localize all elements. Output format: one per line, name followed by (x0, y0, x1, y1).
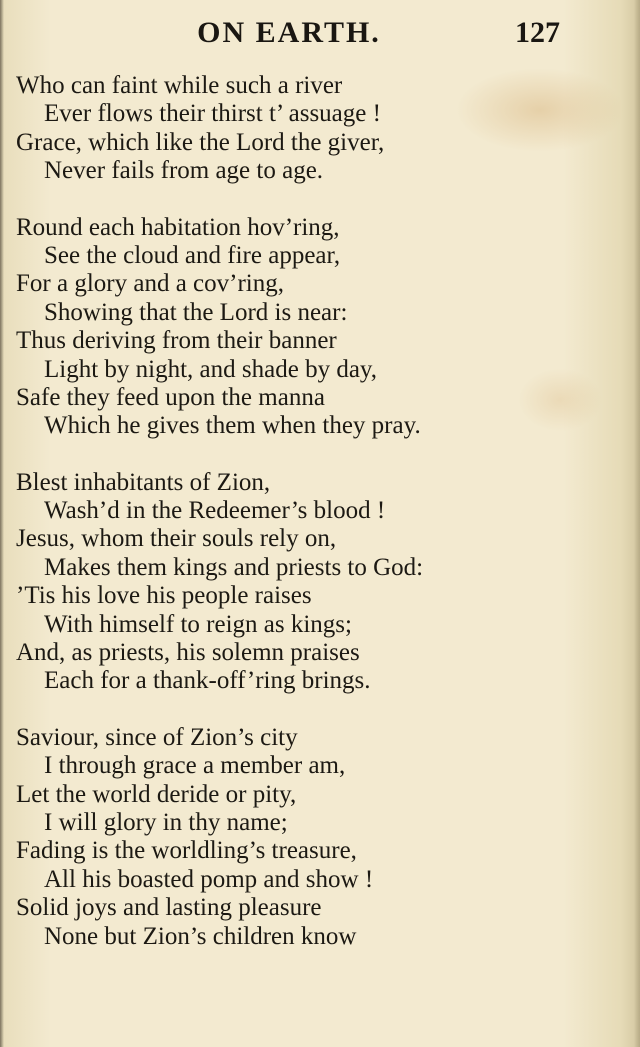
stanza (16, 214, 616, 441)
verse-line: Thus deriving from their banner (16, 327, 337, 355)
verse-line: Fading is the worldling’s treasure, (16, 837, 357, 865)
verse-line: I through grace a member am, (44, 752, 346, 780)
verse-line: Which he gives them when they pray. (44, 412, 421, 440)
verse-line: Let the world deride or pity, (16, 780, 297, 808)
verse-line: For a glory and a cov’ring, (16, 270, 284, 298)
verse-line: And, as priests, his solemn praises (16, 639, 360, 667)
verse-line: See the cloud and fire appear, (44, 241, 341, 269)
verse-line: ’Tis his love his people raises (16, 582, 312, 610)
page-edge-shadow (634, 0, 640, 1047)
verse-line: Grace, which like the Lord the giver, (16, 128, 385, 156)
verse-line: Light by night, and shade by day, (44, 355, 378, 383)
page-gutter-shadow (0, 0, 4, 1047)
verse-line: Solid joys and lasting pleasure (16, 894, 322, 922)
verse-line: Who can faint while such a river (16, 72, 343, 99)
verse-line: Wash’d in the Redeemer’s blood ! (44, 497, 386, 525)
verse-line: Round each habitation hov’ring, (16, 213, 340, 241)
running-header (0, 16, 640, 56)
verse-line: Each for a thank-off’ring brings. (44, 667, 371, 695)
verse-line: Ever flows their thirst t’ assuage ! (44, 100, 381, 128)
stanza (16, 469, 616, 696)
verse-line: Never fails from age to age. (44, 157, 324, 185)
stanza (16, 724, 616, 951)
verse-line: Blest inhabitants of Zion, (16, 468, 271, 496)
verse-line: With himself to reign as kings; (44, 610, 352, 638)
verse-line: Jesus, whom their souls rely on, (16, 525, 337, 553)
verse-line: All his boasted pomp and show ! (44, 865, 374, 893)
verse-line: Safe they feed upon the manna (16, 383, 325, 411)
hymn-text (16, 72, 616, 979)
running-title: ON EARTH. (197, 16, 381, 49)
verse-line: Makes them kings and priests to God: (44, 553, 424, 581)
verse-line: I will glory in thy name; (44, 808, 288, 836)
verse-line: None but Zion’s children know (44, 922, 357, 950)
stanza (16, 72, 616, 186)
verse-line: Showing that the Lord is near: (44, 298, 348, 326)
page-number: 127 (515, 16, 560, 49)
verse-line: Saviour, since of Zion’s city (16, 723, 298, 751)
